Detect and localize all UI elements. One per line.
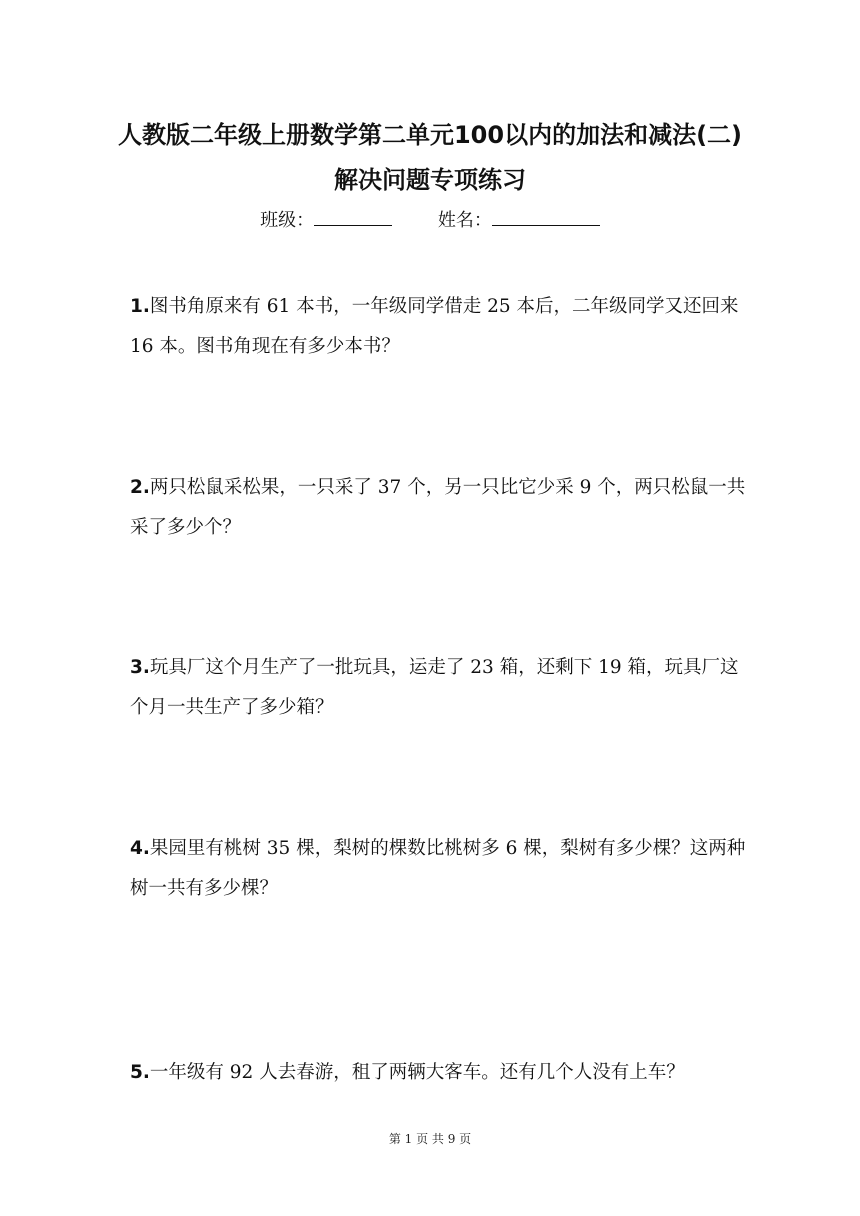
question-text: 图书角原来有 61 本书，一年级同学借走 25 本后，二年级同学又还回来 16 本。图书角现在有多少本书？ [130, 296, 739, 357]
question-item [130, 1053, 750, 1093]
document-subtitle: 解决问题专项练习 [334, 166, 526, 194]
question-item [130, 287, 750, 367]
question-number: 4. [130, 838, 150, 859]
question-number: 2. [130, 477, 150, 498]
name-field [438, 206, 600, 232]
class-blank-line[interactable] [314, 207, 392, 226]
question-text: 一年级有 92 人去春游，租了两辆大客车。还有几个人没有上车？ [149, 1062, 685, 1083]
question-number: 1. [130, 296, 150, 317]
question-number: 3. [130, 657, 150, 678]
name-label: 姓名： [437, 210, 492, 231]
question-text: 果园里有桃树 35 棵，梨树的棵数比桃树多 6 棵，梨树有多少棵？这两种树一共有多少棵？ [130, 838, 746, 899]
question-text: 两只松鼠采松果，一只采了 37 个，另一只比它少采 9 个，两只松鼠一共采了多少个？ [130, 477, 746, 538]
question-text: 玩具厂这个月生产了一批玩具，运走了 23 箱，还剩下 19 箱，玩具厂这个月一共生产了多少箱？ [130, 657, 739, 718]
question-item [130, 648, 750, 728]
page-footer: 第 1 页 共 9 页 [388, 1132, 472, 1146]
class-label: 班级： [260, 210, 315, 231]
document-title: 人教版二年级上册数学第二单元100以内的加法和减法(二) [117, 121, 743, 149]
question-item [130, 829, 750, 909]
student-info-line [0, 206, 860, 232]
question-number: 5. [130, 1062, 150, 1083]
name-blank-line[interactable] [492, 207, 600, 226]
question-item [130, 468, 750, 548]
class-field [260, 206, 392, 232]
